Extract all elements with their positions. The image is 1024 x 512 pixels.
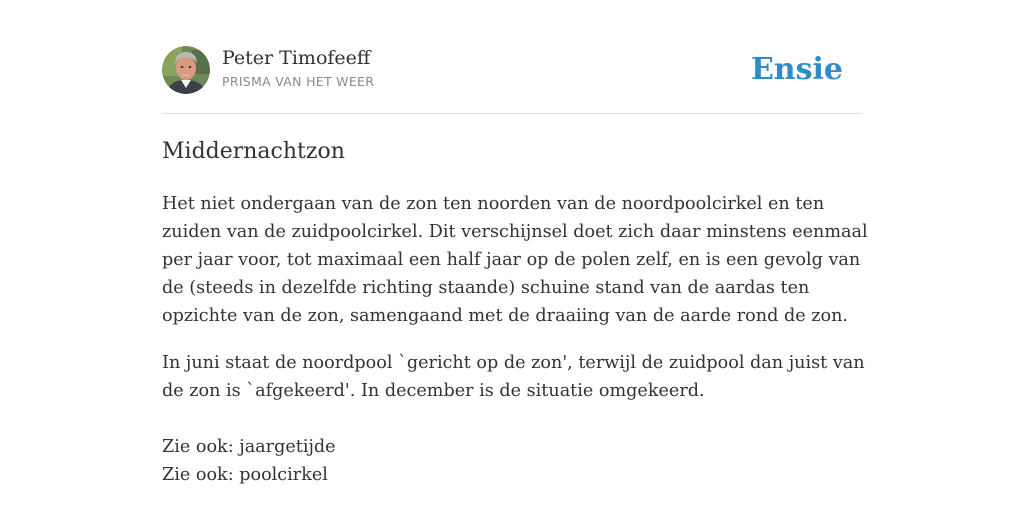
see-also-list xyxy=(162,433,336,489)
article-card xyxy=(162,46,868,485)
see-also-item xyxy=(162,461,336,489)
brand-logo[interactable]: Ensie xyxy=(750,52,843,87)
definition-paragraph-1: Het niet ondergaan van de zon ten noorden van de noordpoolcirkel en ten zuiden van de zuidpoolcirkel. Dit verschijnsel doet zich daar minstens eenmaal per jaar voor, tot maximaal een half jaar op de polen zelf, en is een gevolg van de (steeds in dezelfde richting staande) schuine stand van de aardas ten opzichte van de zon, samengaand met de draaiing van de aarde rond de zon. xyxy=(162,194,868,326)
author-source: PRISMA VAN HET WEER xyxy=(222,74,375,89)
see-also-prefix: Zie ook: xyxy=(162,465,240,485)
page-title: Middernachtzon xyxy=(162,139,345,164)
see-also-item xyxy=(162,433,336,461)
author-name[interactable]: Peter Timofeeff xyxy=(222,47,371,69)
see-also-link-poolcirkel[interactable]: poolcirkel xyxy=(239,465,328,485)
article-header xyxy=(162,46,862,114)
avatar-portrait xyxy=(162,46,210,94)
see-also-prefix: Zie ook: xyxy=(162,437,240,457)
see-also-link-jaargetijde[interactable]: jaargetijde xyxy=(239,437,336,457)
author-avatar[interactable] xyxy=(162,46,210,94)
definition-paragraph-2: In juni staat de noordpool `gericht op de zon', terwijl de zuidpool dan juist van de zon is `afgekeerd'. In december is de situatie omgekeerd. xyxy=(162,353,865,401)
